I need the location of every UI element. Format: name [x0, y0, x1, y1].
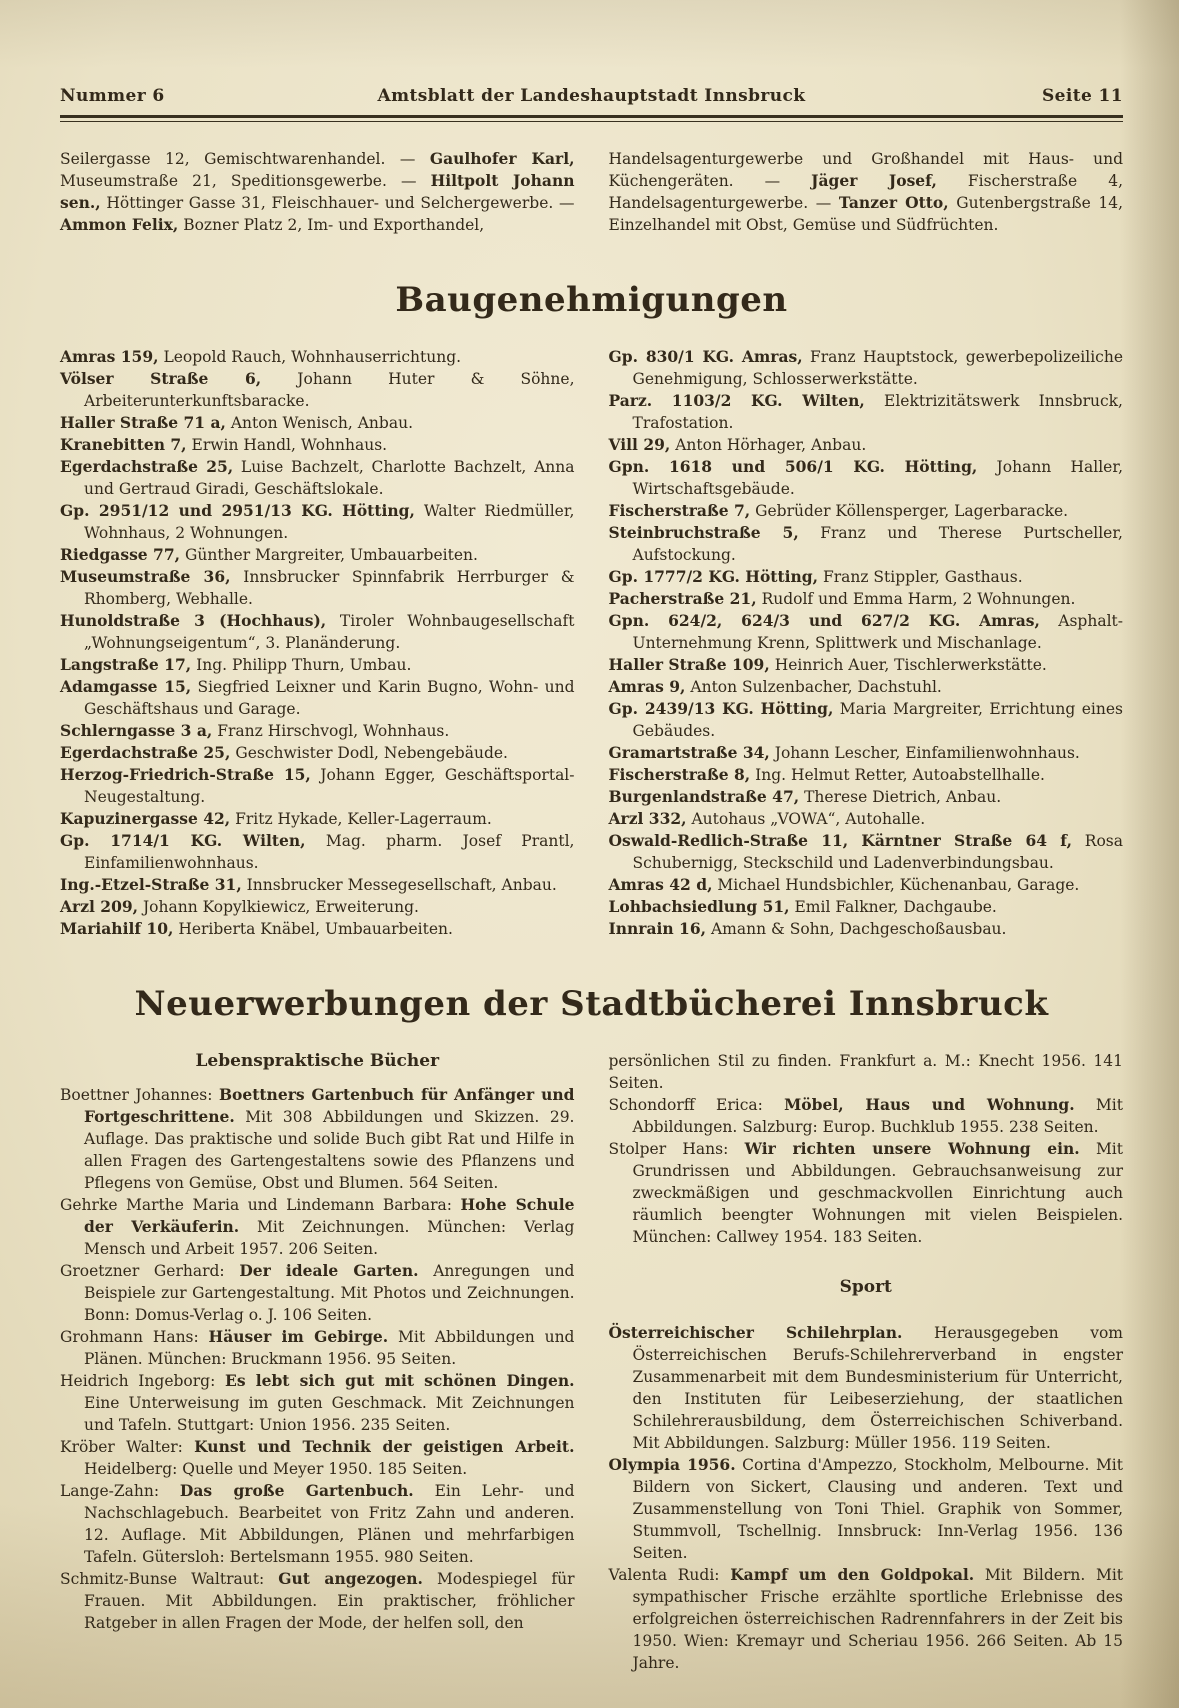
header-rule	[60, 115, 1123, 122]
permit-entry	[609, 434, 1124, 456]
permit-details: Gebrüder Köllensperger, Lagerbaracke.	[755, 502, 1069, 520]
permit-address: Arzl 209,	[60, 897, 139, 916]
permit-entry	[609, 346, 1124, 390]
permit-entry	[60, 412, 575, 434]
book-title: Hohe Schule der Verkäuferin.	[84, 1195, 575, 1236]
permit-entry	[609, 830, 1124, 874]
permit-details: Leopold Rauch, Wohnhauserrichtung.	[163, 348, 462, 366]
book-title: Österreichischer Schilehrplan.	[608, 1323, 903, 1342]
book-author: Groetzner Gerhard:	[60, 1262, 225, 1280]
trade-text-right	[609, 148, 1124, 236]
permits-section	[60, 346, 1123, 940]
book-entry	[609, 1094, 1124, 1138]
permit-entry	[60, 808, 575, 830]
permit-address: Gp. 2439/13 KG. Hötting,	[608, 699, 834, 718]
book-entry	[609, 1138, 1124, 1248]
trade-segment: Tanzer Otto,	[838, 193, 949, 212]
permit-address: Fischerstraße 8,	[608, 765, 751, 784]
library-section	[60, 1050, 1123, 1674]
permit-details: Ing. Philipp Thurn, Umbau.	[196, 656, 412, 674]
trade-segment: Jäger Josef,	[811, 171, 937, 190]
permit-details: Rudolf und Emma Harm, 2 Wohnungen.	[761, 590, 1076, 608]
trade-segment: Museumstraße 21, Speditionsgewerbe. —	[60, 172, 431, 190]
permit-entry	[609, 896, 1124, 918]
permit-details: Johann Lescher, Einfamilienwohnhaus.	[774, 744, 1080, 762]
permit-address: Parz. 1103/2 KG. Wilten,	[608, 391, 865, 410]
library-right-column	[609, 1050, 1124, 1674]
book-entry	[60, 1260, 575, 1326]
book-author: Grohmann Hans:	[60, 1328, 199, 1346]
permit-details: Innsbrucker Messegesellschaft, Anbau.	[246, 876, 557, 894]
permit-details: Erwin Handl, Wohnhaus.	[191, 436, 388, 454]
permit-details: Franz und Therese Purtscheller, Aufstockung.	[632, 524, 1123, 564]
permit-entry	[609, 610, 1124, 654]
permit-details: Michael Hundsbichler, Küchenanbau, Garage.	[717, 876, 1080, 894]
permit-address: Gp. 2951/12 und 2951/13 KG. Hötting,	[60, 501, 415, 520]
book-author: Kröber Walter:	[60, 1438, 183, 1456]
permit-details: Fritz Hykade, Keller-Lagerraum.	[235, 810, 492, 828]
trade-text-left	[60, 148, 575, 236]
book-title: Möbel, Haus und Wohnung.	[784, 1095, 1075, 1114]
permit-address: Vill 29,	[608, 435, 671, 454]
permit-details: Asphalt-Unternehmung Krenn, Splittwerk und Mischanlage.	[632, 612, 1123, 652]
permit-entry	[609, 874, 1124, 896]
permit-address: Lohbachsiedlung 51,	[608, 897, 790, 916]
page-title: Amtsblatt der Landeshauptstadt Innsbruck	[377, 86, 806, 106]
permit-address: Kranebitten 7,	[60, 435, 187, 454]
permit-address: Haller Straße 71 a,	[60, 413, 226, 432]
subheading-lebenspraktische-buecher: Lebenspraktische Bücher	[195, 1051, 440, 1071]
book-details: Mit 308 Abbildungen und Skizzen. 29. Auflage. Das praktische und solide Buch gibt Rat und Hilfe in allen Fragen des Gartengestaltens sowie des Pflanzens und Pflegens von Gemüse, Obst und Blumen. 564 Seiten.	[84, 1108, 575, 1192]
book-title: Wir richten unsere Wohnung ein.	[744, 1139, 1080, 1158]
book-author: Valenta Rudi:	[608, 1566, 720, 1584]
trade-segment: Seilergasse 12, Gemischtwarenhandel. —	[60, 150, 430, 168]
permit-details: Autohaus „VOWA“, Autohalle.	[691, 810, 926, 828]
permit-details: Franz Hauptstock, gewerbepolizeiliche Genehmigung, Schlosserwerkstätte.	[632, 348, 1123, 388]
book-entry	[609, 1454, 1124, 1564]
permit-address: Riedgasse 77,	[60, 545, 181, 564]
library-left-column	[60, 1050, 575, 1674]
permit-address: Museumstraße 36,	[60, 567, 231, 586]
permit-address: Mariahilf 10,	[60, 919, 174, 938]
permit-entry	[60, 874, 575, 896]
book-details: Eine Unterweisung im guten Geschmack. Mit Zeichnungen und Tafeln. Stuttgart: Union 1956. 235 Seiten.	[84, 1394, 575, 1434]
book-entry	[60, 1480, 575, 1568]
trade-segment: Bozner Platz 2, Im- und Exporthandel,	[178, 216, 485, 234]
permit-address: Gp. 1714/1 KG. Wilten,	[60, 831, 306, 850]
book-title: Olympia 1956.	[608, 1455, 736, 1474]
trade-segment: Handelsagenturgewerbe und Großhandel mit Haus- und Küchengeräten. —	[608, 150, 1123, 190]
permit-details: Tiroler Wohnbaugesellschaft „Wohnungseigentum“, 3. Planänderung.	[84, 612, 575, 652]
permit-address: Amras 159,	[60, 347, 159, 366]
permit-address: Langstraße 17,	[60, 655, 192, 674]
book-title: Es lebt sich gut mit schönen Dingen.	[225, 1371, 575, 1390]
permit-address: Oswald-Redlich-Straße 11, Kärntner Straße 64 f,	[608, 831, 1073, 850]
permit-entry	[609, 918, 1124, 940]
section-heading-baugenehmigungen: Baugenehmigungen	[395, 280, 788, 320]
permit-address: Haller Straße 109,	[608, 655, 770, 674]
permit-details: Walter Riedmüller, Wohnhaus, 2 Wohnungen.	[84, 502, 575, 542]
permit-entry	[609, 676, 1124, 698]
permit-details: Elektrizitätswerk Innsbruck, Trafostation.	[632, 392, 1123, 432]
book-author: Schmitz-Bunse Waltraut:	[60, 1570, 265, 1588]
issue-number: Nummer 6	[60, 86, 165, 106]
permit-details: Johann Haller, Wirtschaftsgebäude.	[632, 458, 1123, 498]
permit-entry	[60, 456, 575, 500]
book-entry	[60, 1084, 575, 1194]
permit-address: Gramartstraße 34,	[608, 743, 770, 762]
book-title: Kunst und Technik der geistigen Arbeit.	[194, 1437, 575, 1456]
book-author: Gehrke Marthe Maria und Lindemann Barbara:	[60, 1196, 452, 1214]
permit-details: Günther Margreiter, Umbauarbeiten.	[184, 546, 478, 564]
permit-details: Heriberta Knäbel, Umbauarbeiten.	[178, 920, 453, 938]
permit-address: Adamgasse 15,	[60, 677, 192, 696]
permit-details: Franz Stippler, Gasthaus.	[822, 568, 1023, 586]
trade-segment: Höttinger Gasse 31, Fleischhauer- und Selchergewerbe. —	[100, 194, 575, 212]
permit-address: Gpn. 1618 und 506/1 KG. Hötting,	[608, 457, 978, 476]
subheading-sport: Sport	[839, 1277, 892, 1297]
permit-details: Johann Huter & Söhne, Arbeiterunterkunftsbaracke.	[84, 370, 575, 410]
permit-entry	[609, 654, 1124, 676]
permit-entry	[60, 544, 575, 566]
permit-details: Siegfried Leixner und Karin Bugno, Wohn- und Geschäftshaus und Garage.	[84, 678, 575, 718]
trade-segment: Hiltpolt Johann sen.,	[60, 171, 575, 212]
permit-details: Anton Hörhager, Anbau.	[675, 436, 867, 454]
permit-details: Rosa Schubernigg, Steckschild und Ladenverbindungsbau.	[632, 832, 1123, 872]
book-details: Mit Abbildungen und Plänen. München: Bruckmann 1956. 95 Seiten.	[84, 1328, 575, 1368]
permit-details: Geschwister Dodl, Nebengebäude.	[235, 744, 508, 762]
permit-entry	[60, 918, 575, 940]
book-details: Mit Bildern. Mit sympathischer Frische erzählte sportliche Erlebnisse des erfolgreichen österreichischen Radrennfahrers in der Zeit bis 1950. Wien: Kremayr und Scheriau 1956. 266 Seiten. Ab 15 Jahre.	[632, 1566, 1124, 1672]
trade-segment: Ammon Felix,	[60, 215, 179, 234]
permit-details: Franz Hirschvogl, Wohnhaus.	[217, 722, 450, 740]
permit-details: Maria Margreiter, Errichtung eines Gebäudes.	[632, 700, 1123, 740]
permit-entry	[60, 610, 575, 654]
permit-entry	[60, 742, 575, 764]
permit-address: Fischerstraße 7,	[608, 501, 751, 520]
permit-address: Schlerngasse 3 a,	[60, 721, 213, 740]
book-author: Heidrich Ingeborg:	[60, 1372, 216, 1390]
permit-entry	[60, 764, 575, 808]
permit-address: Kapuzinergasse 42,	[60, 809, 231, 828]
permit-address: Völser Straße 6,	[60, 369, 262, 388]
permit-details: Heinrich Auer, Tischlerwerkstätte.	[774, 656, 1047, 674]
book-details: Anregungen und Beispiele zur Gartengestaltung. Mit Photos und Zeichnungen. Bonn: Domus-Verlag o. J. 106 Seiten.	[84, 1262, 575, 1324]
book-title: Kampf um den Goldpokal.	[730, 1565, 975, 1584]
permit-address: Herzog-Friedrich-Straße 15,	[60, 765, 311, 784]
book-author: Schondorff Erica:	[608, 1096, 763, 1114]
page-number: Seite 11	[1042, 86, 1123, 106]
permit-details: Therese Dietrich, Anbau.	[804, 788, 1002, 806]
section-heading-neuerwerbungen: Neuerwerbungen der Stadtbücherei Innsbruck	[134, 984, 1049, 1024]
permit-details: Emil Falkner, Dachgaube.	[794, 898, 997, 916]
permit-address: Burgenlandstraße 47,	[608, 787, 800, 806]
book-entry	[60, 1326, 575, 1370]
book-entry	[609, 1322, 1124, 1454]
permit-entry	[609, 786, 1124, 808]
permit-entry	[60, 896, 575, 918]
permit-entry	[609, 522, 1124, 566]
permit-address: Amras 42 d,	[608, 875, 713, 894]
book-list-left	[60, 1084, 575, 1634]
permit-details: Amann & Sohn, Dachgeschoßausbau.	[710, 920, 1007, 938]
permit-details: Anton Wenisch, Anbau.	[230, 414, 413, 432]
book-details: Cortina d'Ampezzo, Stockholm, Melbourne. Mit Bildern von Sickert, Clausing und anderen. Text und Zusammenstellung von Toni Thiel. Graphik von Sommer, Stummvoll, Tschellnig. Innsbruck: Inn-Verlag 1956. 136 Seiten.	[632, 1456, 1123, 1562]
permit-entry	[60, 368, 575, 412]
book-list-right	[609, 1094, 1124, 1248]
permits-right-column	[609, 346, 1124, 940]
permit-details: Ing. Helmut Retter, Autoabstellhalle.	[755, 766, 1045, 784]
book-details: Mit Abbildungen. Salzburg: Europ. Buchklub 1955. 238 Seiten.	[632, 1096, 1123, 1136]
book-title: Boettners Gartenbuch für Anfänger und Fortgeschrittene.	[84, 1085, 575, 1126]
permit-entry	[60, 720, 575, 742]
book-title: Der ideale Garten.	[239, 1261, 419, 1280]
permit-entry	[609, 742, 1124, 764]
book-author: Lange-Zahn:	[60, 1482, 160, 1500]
permit-entry	[609, 764, 1124, 786]
book-details: Mit Zeichnungen. München: Verlag Mensch und Arbeit 1957. 206 Seiten.	[84, 1218, 575, 1258]
permit-address: Amras 9,	[608, 677, 686, 696]
permit-address: Innrain 16,	[608, 919, 707, 938]
permit-address: Gp. 1777/2 KG. Hötting,	[608, 567, 818, 586]
book-details: Ein Lehr- und Nachschlagebuch. Bearbeitet von Fritz Zahn und anderen. 12. Auflage. Mit Abbildungen, Plänen und mehrfarbigen Tafeln. Gütersloh: Bertelsmann 1955. 980 Seiten.	[84, 1482, 575, 1566]
permit-address: Egerdachstraße 25,	[60, 743, 231, 762]
permit-address: Egerdachstraße 25,	[60, 457, 234, 476]
book-title: Gut angezogen.	[278, 1569, 423, 1588]
permit-address: Arzl 332,	[608, 809, 687, 828]
permit-details: Johann Egger, Geschäftsportal-Neugestaltung.	[84, 766, 575, 806]
permit-details: Luise Bachzelt, Charlotte Bachzelt, Anna und Gertraud Giradi, Geschäftslokale.	[84, 458, 575, 498]
permit-entry	[60, 676, 575, 720]
trade-segment: Gaulhofer Karl,	[429, 149, 575, 168]
permit-entry	[609, 566, 1124, 588]
permit-entry	[60, 654, 575, 676]
book-entry	[60, 1568, 575, 1634]
trade-segment: Fischerstraße 4, Handelsagenturgewerbe. —	[608, 172, 1124, 212]
permit-entry	[609, 588, 1124, 610]
book-details: Mit Grundrissen und Abbildungen. Gebrauchsanweisung zur zweckmäßigen und geschmackvollen Einrichtung auch räumlich beengter Wohnungen mit vielen Beispielen. München: Callwey 1954. 183 Seiten.	[632, 1140, 1123, 1246]
permit-entry	[609, 808, 1124, 830]
book-author: Stolper Hans:	[608, 1140, 729, 1158]
permit-entry	[60, 434, 575, 456]
book-list-sport	[609, 1322, 1124, 1674]
permits-left-column	[60, 346, 575, 940]
trade-segment: Gutenbergstraße 14, Einzelhandel mit Obst, Gemüse und Südfrüchten.	[608, 194, 1123, 234]
permit-address: Pacherstraße 21,	[608, 589, 757, 608]
masthead	[60, 86, 1123, 106]
permit-address: Hunoldstraße 3 (Hochhaus),	[60, 611, 327, 630]
book-entry	[60, 1370, 575, 1436]
permit-entry	[609, 390, 1124, 434]
permit-address: Gpn. 624/2, 624/3 und 627/2 KG. Amras,	[608, 611, 1040, 630]
trade-register-continuation	[60, 148, 1123, 236]
continuation-text: persönlichen Stil zu finden. Frankfurt a. M.: Knecht 1956. 141 Seiten.	[608, 1052, 1123, 1092]
permit-entry	[60, 500, 575, 544]
book-entry	[60, 1194, 575, 1260]
permit-details: Mag. pharm. Josef Prantl, Einfamilienwohnhaus.	[84, 832, 575, 872]
permit-details: Anton Sulzenbacher, Dachstuhl.	[690, 678, 942, 696]
book-details: Modespiegel für Frauen. Mit Abbildungen. Ein praktischer, fröhlicher Ratgeber in allen Fragen der Mode, der helfen soll, den	[84, 1570, 575, 1632]
permit-entry	[60, 566, 575, 610]
permit-details: Innsbrucker Spinnfabrik Herrburger & Rhomberg, Webhalle.	[84, 568, 575, 608]
permit-entry	[609, 698, 1124, 742]
book-details: Heidelberg: Quelle und Meyer 1950. 185 Seiten.	[84, 1460, 468, 1478]
book-author: Boettner Johannes:	[60, 1086, 213, 1104]
permit-address: Gp. 830/1 KG. Amras,	[608, 347, 803, 366]
book-details: Herausgegeben vom Österreichischen Berufs-Schilehrerverband in engster Zusammenarbeit mit dem Bundesministerium für Unterricht, den Instituten für Leibeserziehung, der staatlichen Schilehrerausbildung, dem Österreichischen Schiverband. Mit Abbildungen. Salzburg: Müller 1956. 119 Seiten.	[632, 1324, 1123, 1452]
book-title: Häuser im Gebirge.	[208, 1327, 389, 1346]
book-title: Das große Gartenbuch.	[179, 1481, 414, 1500]
permit-entry	[60, 830, 575, 874]
permit-entry	[609, 456, 1124, 500]
book-entry	[60, 1436, 575, 1480]
permit-entry	[609, 500, 1124, 522]
permit-address: Ing.-Etzel-Straße 31,	[60, 875, 242, 894]
permit-address: Steinbruchstraße 5,	[608, 523, 799, 542]
permit-entry	[60, 346, 575, 368]
permit-details: Johann Kopylkiewicz, Erweiterung.	[142, 898, 419, 916]
book-entry	[609, 1564, 1124, 1674]
